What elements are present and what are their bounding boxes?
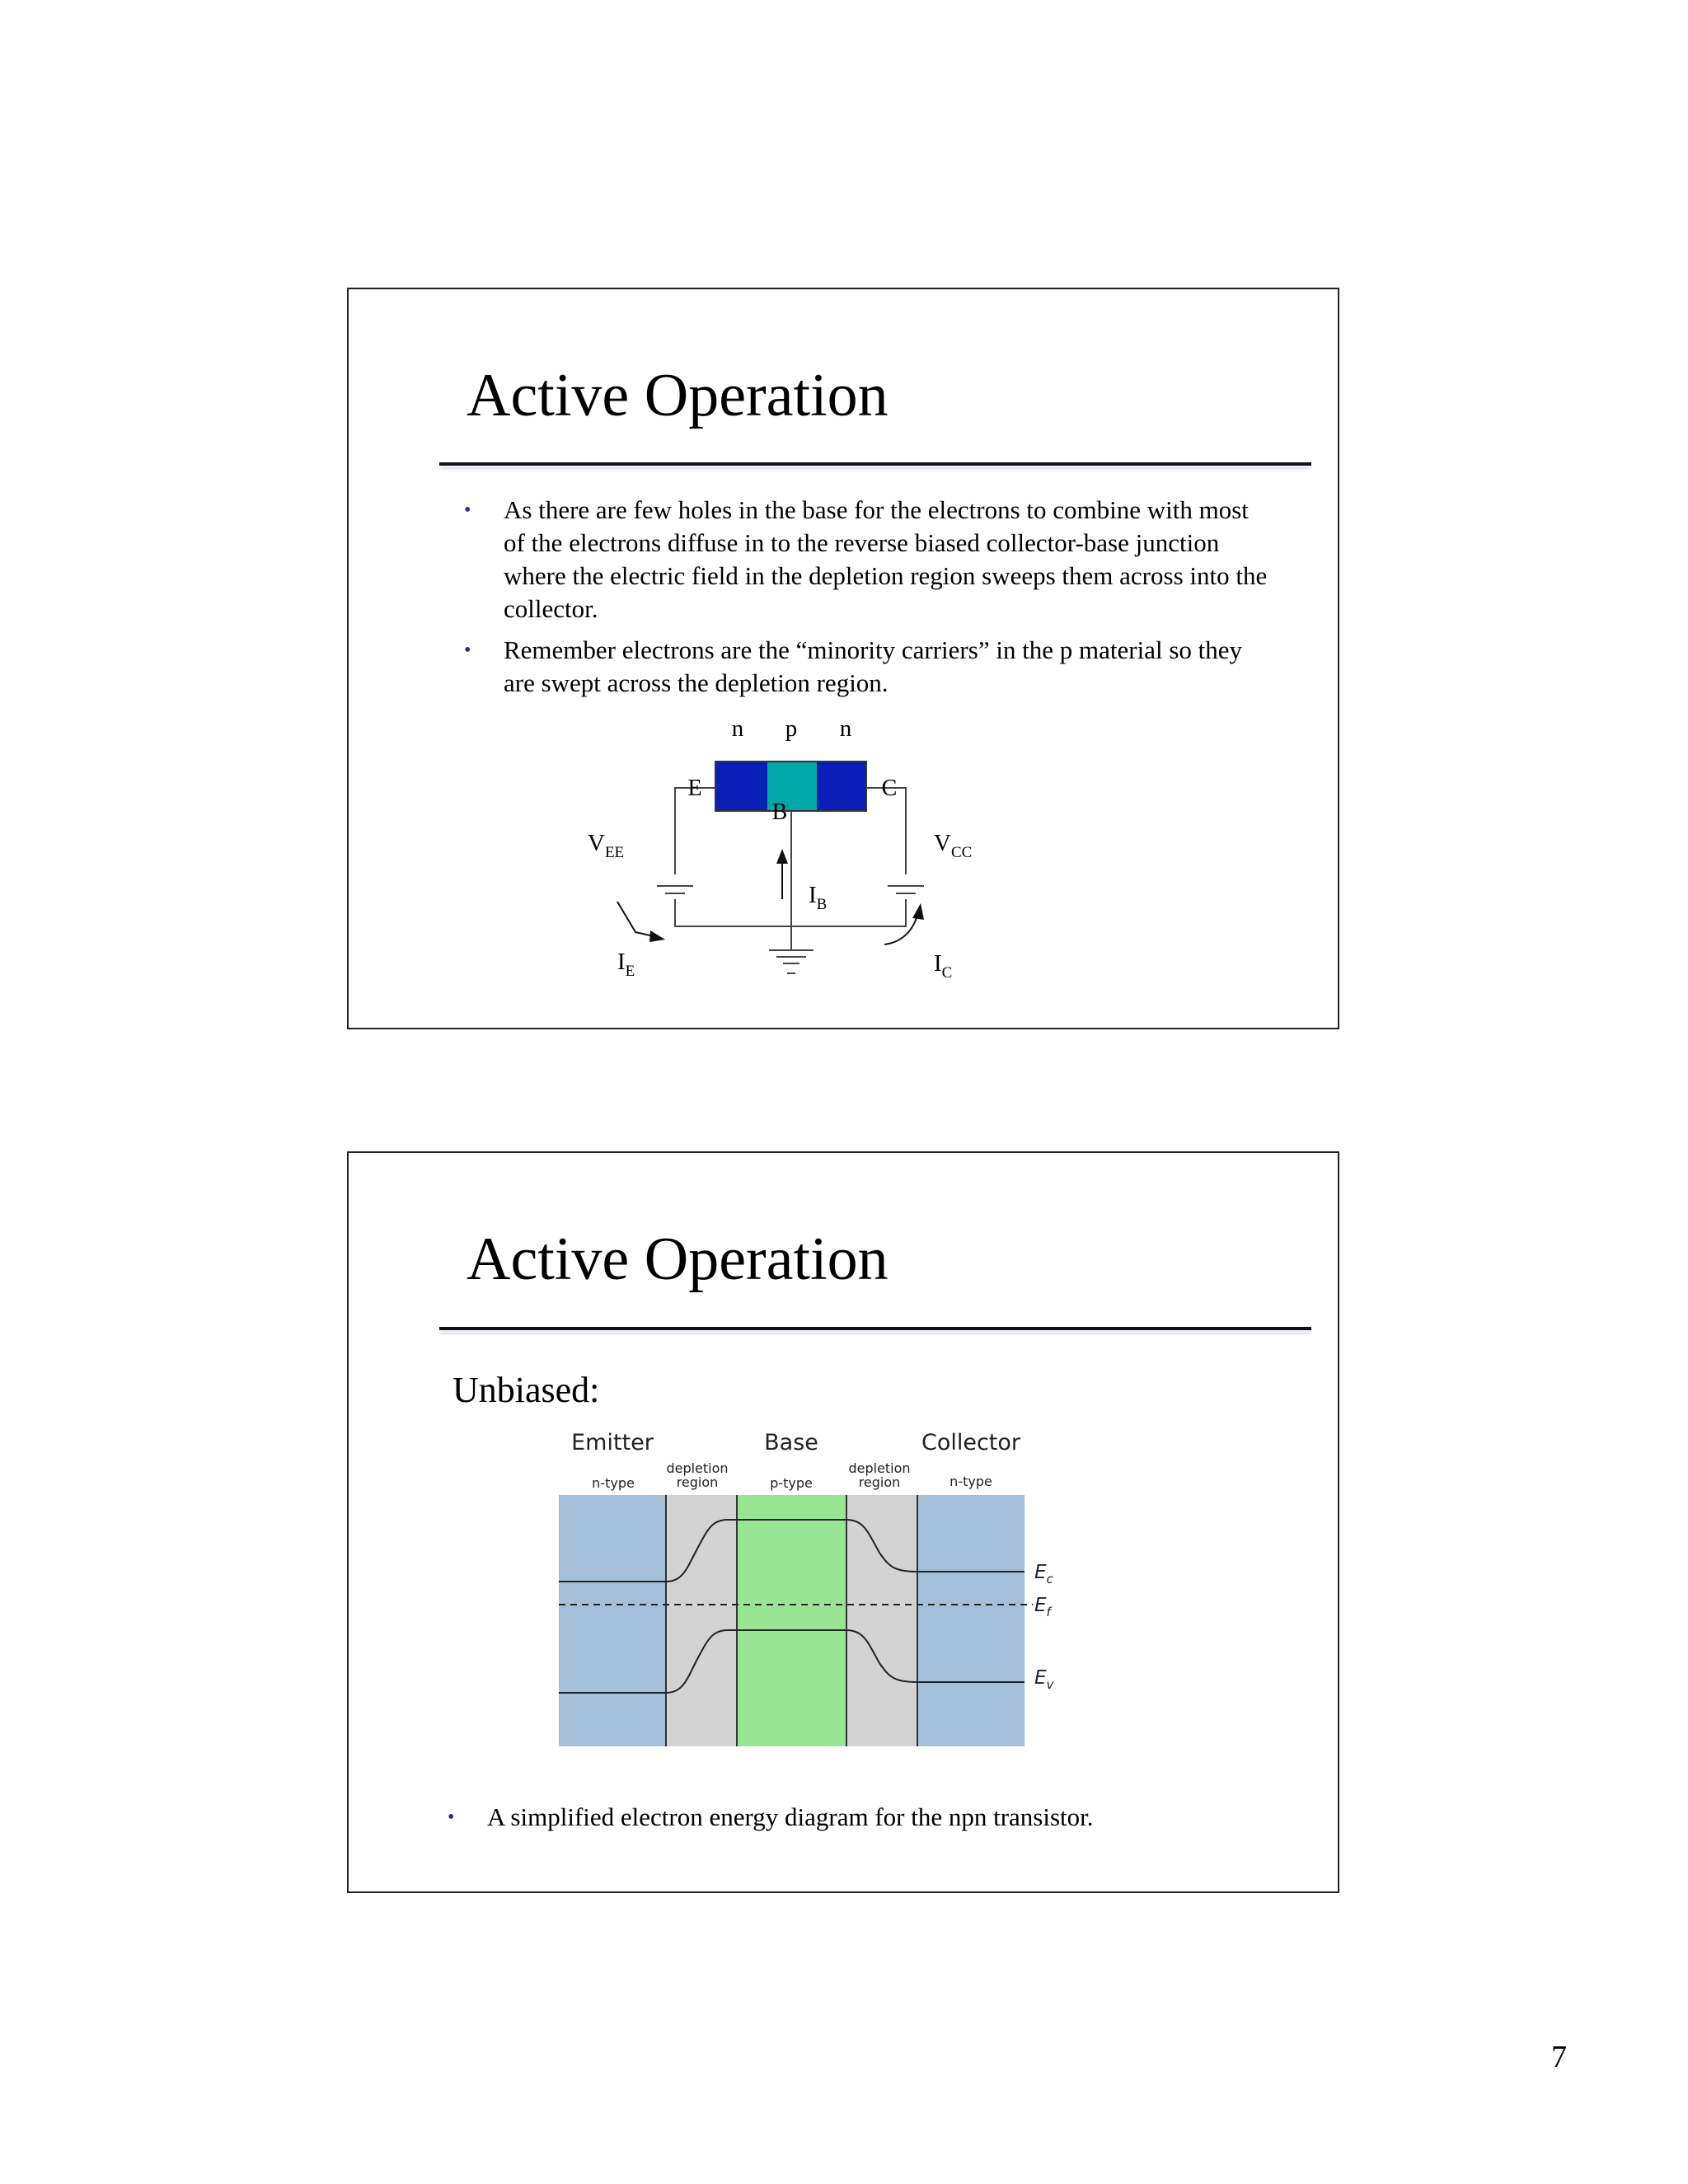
bullet-text: A simplified electron energy diagram for the npn transistor. <box>487 1802 1094 1831</box>
slide-title: Active Operation <box>467 1226 889 1293</box>
depletion-region-left <box>666 1495 737 1746</box>
label-ev-sub: v <box>1046 1677 1054 1692</box>
label-ev <box>1034 1667 1055 1692</box>
slide-active-operation-1 <box>347 288 1339 1029</box>
collector-current-arrow <box>884 903 924 944</box>
label-ef-main: E <box>1034 1595 1047 1616</box>
collector-n-region <box>917 1495 1025 1746</box>
bullet-marker: • <box>464 640 471 661</box>
page-number: 7 <box>1551 2040 1567 2074</box>
label-vee <box>588 830 624 861</box>
title-divider <box>439 462 1311 466</box>
slide-active-operation-2 <box>347 1151 1339 1893</box>
label-vcc-main: V <box>934 830 951 856</box>
base-current-arrow <box>776 849 788 899</box>
battery-vcc <box>888 886 924 893</box>
label-ec <box>1034 1562 1054 1586</box>
label-ie <box>617 949 635 980</box>
label-ie-main: I <box>617 949 626 975</box>
bullet-item <box>464 634 1272 700</box>
label-ie-sub: E <box>625 963 635 980</box>
label-vee-main: V <box>588 830 605 856</box>
label-ic-sub: C <box>941 964 953 982</box>
label-ec-main: E <box>1034 1562 1047 1583</box>
label-ib <box>809 882 827 913</box>
label-ib-sub: B <box>816 896 828 913</box>
terminal-label-e: E <box>687 776 702 801</box>
bullet-list <box>464 494 1272 708</box>
section-label-emitter: Emitter <box>571 1430 654 1455</box>
title-divider <box>439 1327 1311 1330</box>
collector-region <box>817 762 866 811</box>
base-p-region <box>737 1495 846 1746</box>
label-ic <box>934 950 952 982</box>
battery-vee <box>657 886 693 893</box>
region-label-n-collector: n <box>839 715 852 742</box>
region-label-n-type-left: n-type <box>592 1475 635 1491</box>
region-label-depletion-right-line1: depletion <box>848 1460 911 1476</box>
emitter-current-arrow <box>617 902 665 942</box>
region-label-n-type-right: n-type <box>950 1474 992 1489</box>
region-label-depletion-right-line2: region <box>858 1474 901 1490</box>
slide-title: Active Operation <box>467 362 889 429</box>
section-label-collector: Collector <box>921 1430 1021 1455</box>
label-vcc-sub: CC <box>950 844 973 861</box>
depletion-region-right <box>846 1495 917 1746</box>
region-label-p-type: p-type <box>770 1475 813 1491</box>
region-label-depletion-left-line1: depletion <box>666 1460 729 1476</box>
label-ic-main: I <box>934 950 942 977</box>
band-energy-diagram <box>555 1425 1123 1730</box>
emitter-region <box>715 762 767 811</box>
bullet-marker: • <box>464 499 471 521</box>
region-label-p-base: p <box>785 715 798 742</box>
label-ef <box>1034 1595 1053 1619</box>
label-vee-sub: EE <box>604 844 625 861</box>
terminal-label-c: C <box>881 776 898 801</box>
region-label-depletion-left-line2: region <box>676 1474 719 1490</box>
label-ev-main: E <box>1034 1667 1047 1689</box>
bullet-text: As there are few holes in the base for the electrons to combine with most of the electrons diffuse in to the reverse biased collector-base junction where the electric field in the depletion region sweeps them across into the collector. <box>504 495 1268 623</box>
section-label-base: Base <box>764 1430 818 1455</box>
npn-transistor-circuit <box>588 714 1049 986</box>
ground-symbol <box>769 950 814 973</box>
emitter-n-region <box>559 1495 666 1746</box>
label-ec-sub: c <box>1046 1572 1053 1586</box>
bullet-list <box>448 1801 1255 1842</box>
region-label-n-emitter: n <box>731 715 744 742</box>
bullet-item <box>448 1801 1255 1834</box>
label-ib-main: I <box>809 882 817 908</box>
diagram-subtitle: Unbiased: <box>452 1370 600 1410</box>
bullet-text: Remember electrons are the “minority carriers” in the p material so they are swept across the depletion region. <box>504 635 1243 697</box>
bullet-marker: • <box>448 1807 455 1828</box>
label-ef-sub: f <box>1046 1605 1051 1619</box>
terminal-label-b: B <box>771 799 788 825</box>
label-vcc <box>934 830 972 861</box>
bullet-item <box>464 494 1272 626</box>
circuit-wires <box>675 788 906 950</box>
